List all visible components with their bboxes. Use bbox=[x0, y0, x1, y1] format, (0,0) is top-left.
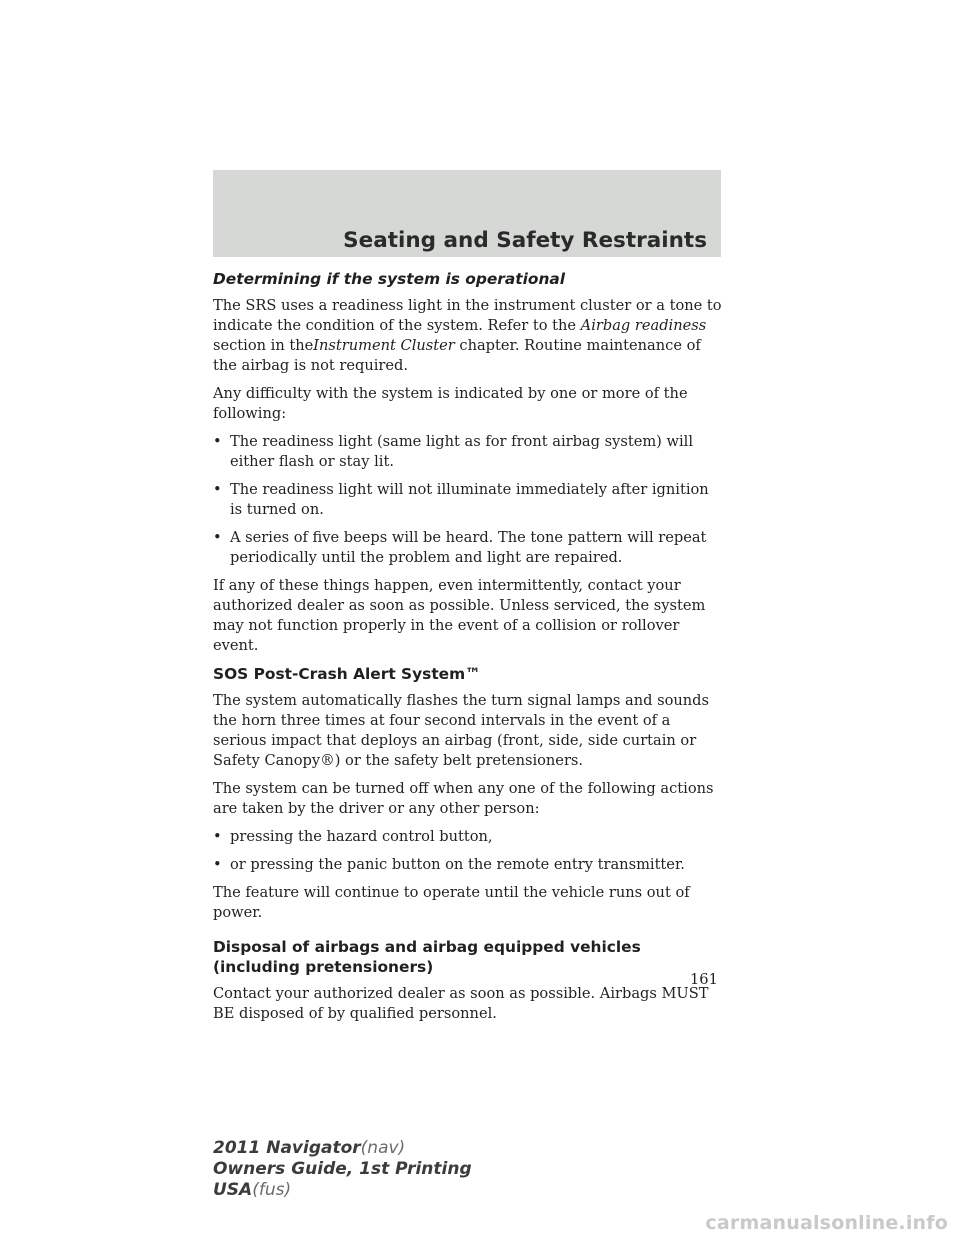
paragraph-text: The SRS uses a readiness light in the instrument cluster or a tone to indicate the condition of the system. Refer to the bbox=[213, 297, 722, 334]
paragraph-sos-power: The feature will continue to operate until the vehicle runs out of power. bbox=[213, 884, 690, 921]
paragraph-text: chapter. Routine maintenance of the airbag is not required. bbox=[213, 337, 701, 374]
paragraph-sos-description: The system automatically flashes the turn signal lamps and sounds the horn three times at four second intervals in the event of a serious impact that deploys an airbag (front, side, side curtain or Safety Canopy®) or the safety belt pretensioners. bbox=[213, 692, 709, 769]
paragraph-srs-readiness bbox=[213, 296, 723, 376]
footer-market-code: (fus) bbox=[252, 1180, 292, 1200]
page-number: 161 bbox=[690, 971, 718, 988]
bullet-icon: • bbox=[213, 481, 222, 498]
list-item-text: or pressing the panic button on the remote entry transmitter. bbox=[230, 856, 685, 873]
list-item bbox=[213, 855, 723, 875]
list-item-text: The readiness light (same light as for front airbag system) will either flash or stay lit. bbox=[230, 433, 693, 470]
watermark: carmanualsonline.info bbox=[705, 1212, 948, 1234]
list-item bbox=[213, 432, 723, 472]
paragraph-contact-dealer: If any of these things happen, even intermittently, contact your authorized dealer as soon as possible. Unless serviced, the system may not function properly in the event of a collision or rollover event. bbox=[213, 577, 706, 654]
chapter-title: Seating and Safety Restraints bbox=[343, 228, 707, 253]
section-heading-operational: Determining if the system is operational bbox=[213, 270, 566, 288]
bullet-icon: • bbox=[213, 433, 222, 450]
paragraph-disposal: Contact your authorized dealer as soon as possible. Airbags MUST BE disposed of by qualified personnel. bbox=[213, 985, 709, 1022]
footer-model: 2011 Navigator bbox=[213, 1138, 361, 1158]
bullet-icon: • bbox=[213, 828, 222, 845]
page-content bbox=[213, 269, 723, 1032]
paragraph-difficulty-intro: Any difficulty with the system is indicated by one or more of the following: bbox=[213, 385, 688, 422]
list-item-text: The readiness light will not illuminate immediately after ignition is turned on. bbox=[230, 481, 709, 518]
list-item bbox=[213, 528, 723, 568]
list-item bbox=[213, 827, 723, 847]
paragraph-sos-turn-off: The system can be turned off when any one of the following actions are taken by the driver or any other person: bbox=[213, 780, 714, 817]
bullet-icon: • bbox=[213, 529, 222, 546]
cross-reference-instrument-cluster: Instrument Cluster bbox=[313, 337, 455, 354]
section-heading-sos: SOS Post-Crash Alert System™ bbox=[213, 665, 481, 683]
list-item-text: pressing the hazard control button, bbox=[230, 828, 493, 845]
footer-model-code: (nav) bbox=[360, 1138, 406, 1158]
bullet-icon: • bbox=[213, 856, 222, 873]
paragraph-text: section in the bbox=[213, 337, 314, 354]
section-heading-disposal: Disposal of airbags and airbag equipped vehicles (including pretensioners) bbox=[213, 938, 641, 976]
list-item bbox=[213, 480, 723, 520]
cross-reference-airbag-readiness: Airbag readiness bbox=[580, 317, 707, 334]
document-footer bbox=[213, 1138, 472, 1201]
footer-printing: Owners Guide, 1st Printing bbox=[213, 1159, 472, 1179]
turn-off-actions-list bbox=[213, 827, 723, 875]
difficulty-list bbox=[213, 432, 723, 568]
list-item-text: A series of five beeps will be heard. The tone pattern will repeat periodically until the problem and light are repaired. bbox=[230, 529, 707, 566]
footer-line-model bbox=[213, 1138, 472, 1159]
footer-line-market bbox=[213, 1180, 472, 1201]
footer-market: USA bbox=[213, 1180, 253, 1200]
chapter-header-band bbox=[213, 170, 721, 257]
